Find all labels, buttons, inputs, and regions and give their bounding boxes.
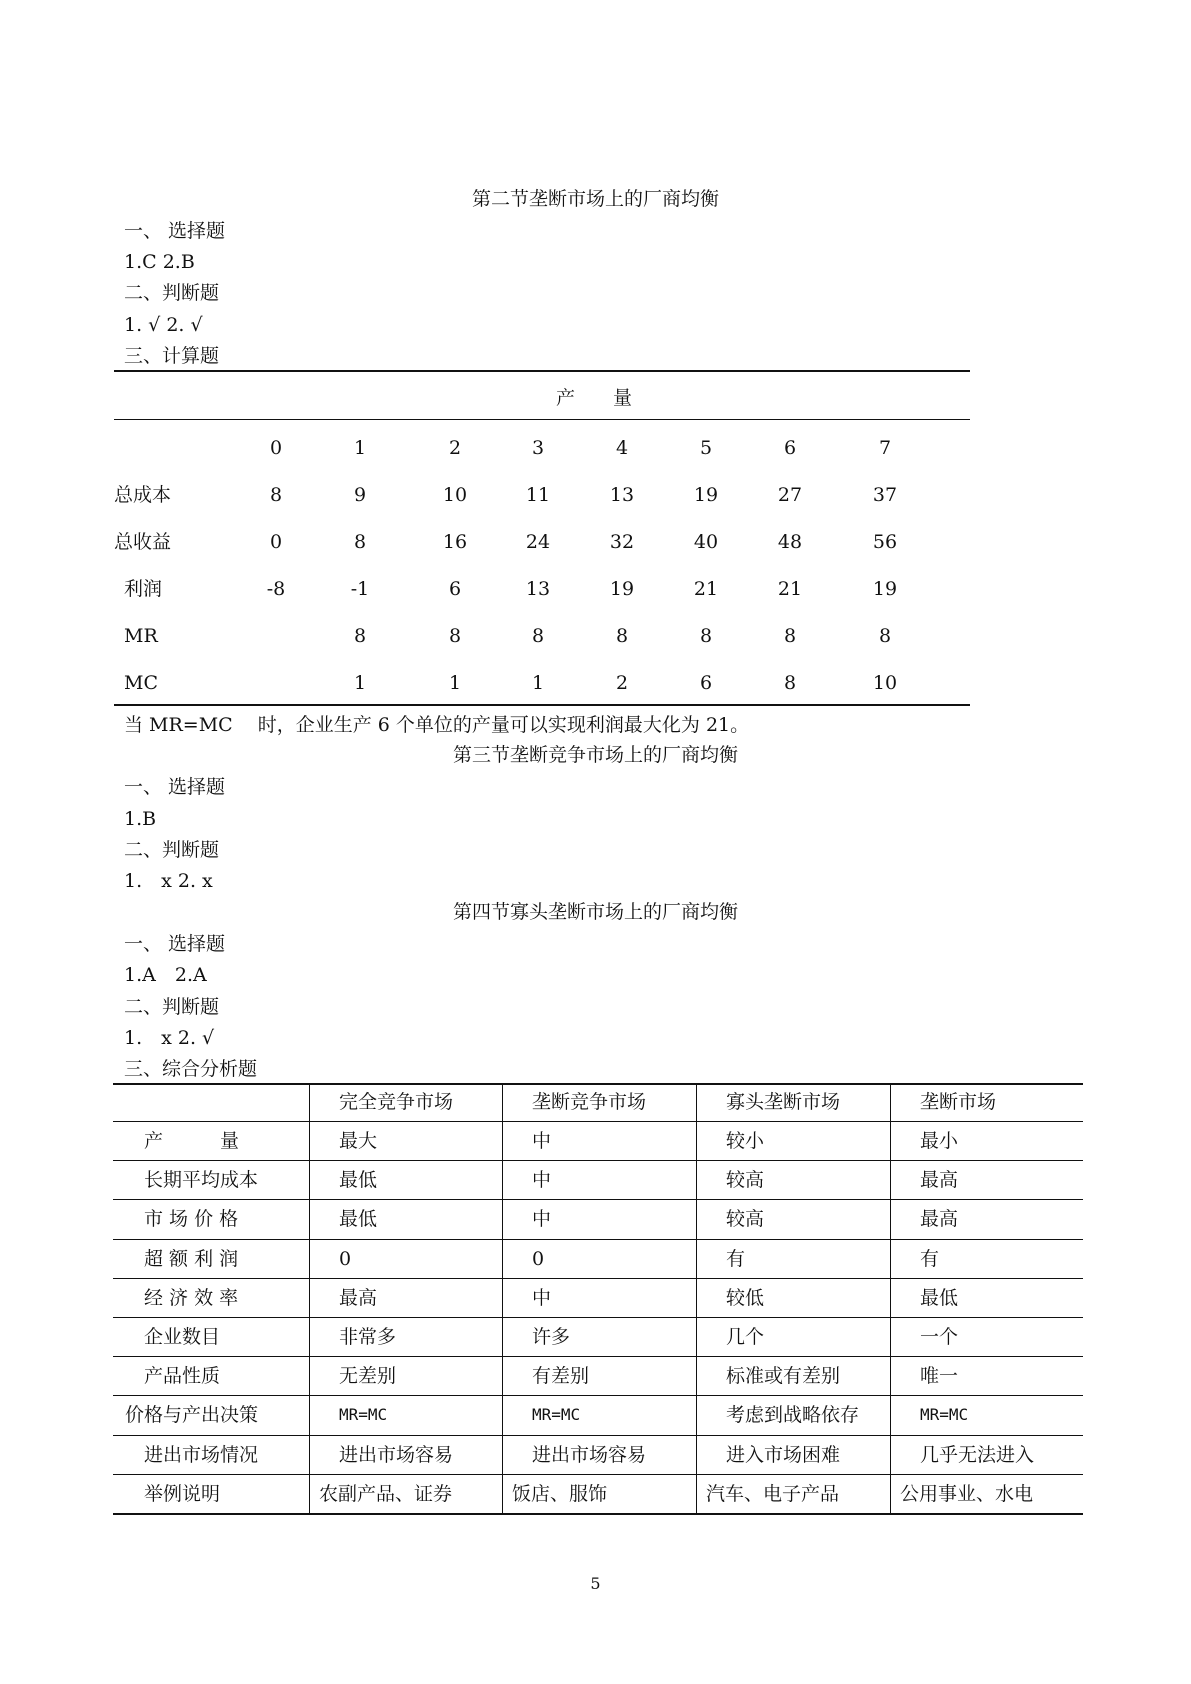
calc-value-cell: 21	[693, 578, 719, 600]
calc-value-cell: -1	[350, 578, 370, 600]
calc-value-cell: 24	[525, 531, 551, 553]
section2-title: 第二节垄断市场上的厂商均衡	[471, 188, 719, 210]
cmp-value-cell: 0	[339, 1247, 352, 1270]
cmp-table-row-rule	[113, 1199, 1083, 1200]
cmp-table-bottom-rule	[113, 1513, 1083, 1515]
cmp-value-cell: 中	[532, 1130, 552, 1152]
calc-value-cell: 8	[878, 625, 892, 647]
calc-row-label: MC	[124, 672, 158, 694]
cmp-value-cell: 农副产品、证券	[319, 1482, 453, 1505]
cmp-value-cell: 进出市场容易	[339, 1443, 454, 1466]
cmp-row-label: 企业数目	[144, 1326, 221, 1348]
calc-table-header: 产 量	[555, 387, 632, 409]
output-header-cell: 2	[448, 437, 462, 459]
section2-tf-answers: 1. √ 2. √	[124, 314, 203, 336]
calc-value-cell: 40	[693, 531, 719, 553]
cmp-row-label: 长期平均成本	[144, 1169, 259, 1192]
cmp-value-cell: MR=MC	[920, 1405, 969, 1425]
cmp-value-cell: 进出市场容易	[532, 1443, 647, 1466]
calc-value-cell: 37	[872, 484, 898, 506]
cmp-value-cell: 几乎无法进入	[920, 1443, 1035, 1466]
calc-value-cell: 8	[269, 484, 283, 506]
calc-value-cell: 8	[783, 625, 797, 647]
calc-table-top-rule	[114, 370, 970, 372]
calc-value-cell: 48	[777, 531, 803, 553]
cmp-column-header: 垄断市场	[920, 1091, 997, 1113]
cmp-value-cell: 最高	[920, 1169, 959, 1192]
section4-tf-answers: 1. x 2. √	[124, 1027, 215, 1049]
calc-value-cell: 8	[448, 625, 462, 647]
calc-value-cell: 1	[448, 672, 462, 694]
calc-value-cell: 6	[699, 672, 713, 694]
calc-value-cell: -8	[266, 578, 286, 600]
cmp-row-label: 超 额 利 润	[144, 1247, 239, 1270]
cmp-row-label: 经 济 效 率	[144, 1286, 239, 1309]
cmp-value-cell: 较高	[726, 1169, 765, 1192]
cmp-table-row-rule	[113, 1317, 1083, 1318]
calc-value-cell: 1	[531, 672, 545, 694]
cmp-value-cell: 最高	[920, 1208, 959, 1231]
calc-value-cell: 56	[872, 531, 898, 553]
cmp-value-cell: 有	[726, 1247, 746, 1270]
section4-title: 第四节寡头垄断市场上的厂商均衡	[452, 901, 738, 923]
cmp-value-cell: 最小	[920, 1130, 959, 1152]
cmp-value-cell: 最低	[920, 1286, 959, 1309]
calc-value-cell: 13	[525, 578, 551, 600]
section4-tf-heading: 二、判断题	[124, 996, 220, 1018]
section2-mc-answers: 1.C 2.B	[124, 251, 195, 273]
cmp-table-row-rule	[113, 1474, 1083, 1475]
cmp-table-column-rule	[696, 1083, 697, 1513]
calc-value-cell: 2	[615, 672, 629, 694]
calc-value-cell: 0	[269, 531, 283, 553]
cmp-row-label: 产品性质	[144, 1365, 221, 1388]
calc-value-cell: 13	[609, 484, 635, 506]
cmp-row-label: 市 场 价 格	[144, 1208, 239, 1231]
cmp-value-cell: 最大	[339, 1130, 378, 1152]
cmp-value-cell: 无差别	[339, 1365, 397, 1388]
cmp-value-cell: 唯一	[920, 1365, 959, 1388]
calc-value-cell: 1	[353, 672, 367, 694]
cmp-table-top-rule	[113, 1083, 1083, 1085]
cmp-value-cell: 最低	[339, 1169, 378, 1192]
output-header-cell: 0	[269, 437, 283, 459]
cmp-table-row-rule	[113, 1239, 1083, 1240]
section3-tf-answers: 1. x 2. x	[124, 870, 213, 892]
cmp-table-row-rule	[113, 1356, 1083, 1357]
cmp-value-cell: 非常多	[339, 1326, 397, 1348]
cmp-value-cell: 标准或有差别	[726, 1365, 841, 1388]
calc-value-cell: 9	[353, 484, 367, 506]
section2-calc-heading: 三、计算题	[124, 345, 220, 367]
cmp-value-cell: 最低	[339, 1208, 378, 1231]
calc-value-cell: 6	[448, 578, 462, 600]
cmp-row-label: 价格与产出决策	[125, 1404, 259, 1427]
section2-tf-heading: 二、判断题	[124, 282, 220, 304]
cmp-value-cell: 几个	[726, 1326, 765, 1348]
section4-mc-answers: 1.A 2.A	[124, 964, 207, 986]
calc-table-header-rule	[114, 419, 970, 420]
cmp-value-cell: 汽车、电子产品	[706, 1482, 840, 1505]
calc-value-cell: 10	[872, 672, 898, 694]
calc-value-cell: 27	[777, 484, 803, 506]
cmp-table-row-rule	[113, 1278, 1083, 1279]
section3-mc-heading: 一、 选择题	[124, 776, 226, 798]
cmp-value-cell: 许多	[532, 1326, 571, 1348]
calc-value-cell: 8	[353, 531, 367, 553]
output-header-cell: 5	[699, 437, 713, 459]
cmp-table-header-rule	[113, 1121, 1083, 1122]
cmp-table-row-rule	[113, 1160, 1083, 1161]
cmp-table-column-rule	[502, 1083, 503, 1513]
calc-row-label: 总收益	[114, 531, 172, 553]
calc-row-label: 总成本	[114, 484, 172, 506]
cmp-column-header: 完全竞争市场	[339, 1091, 454, 1113]
calc-value-cell: 19	[693, 484, 719, 506]
cmp-value-cell: 考虑到战略依存	[726, 1404, 860, 1427]
cmp-value-cell: 最高	[339, 1286, 378, 1309]
calc-value-cell: 8	[699, 625, 713, 647]
section2-conclusion: 当 MR=MC 时，企业生产 6 个单位的产量可以实现利润最大化为 21。	[124, 714, 750, 736]
cmp-value-cell: 中	[532, 1208, 552, 1231]
calc-value-cell: 32	[609, 531, 635, 553]
cmp-value-cell: 中	[532, 1286, 552, 1309]
cmp-value-cell: 公用事业、水电	[900, 1482, 1034, 1505]
cmp-value-cell: 较高	[726, 1208, 765, 1231]
section2-mc-heading: 一、 选择题	[124, 220, 226, 242]
calc-value-cell: 21	[777, 578, 803, 600]
cmp-table-column-rule	[309, 1083, 310, 1513]
cmp-value-cell: 饭店、服饰	[512, 1482, 608, 1505]
output-header-cell: 6	[783, 437, 797, 459]
section3-mc-answers: 1.B	[124, 808, 157, 830]
calc-row-label: 利润	[124, 578, 163, 600]
calc-value-cell: 8	[783, 672, 797, 694]
cmp-value-cell: 0	[532, 1247, 545, 1270]
calc-value-cell: 8	[353, 625, 367, 647]
calc-table-bottom-rule	[114, 704, 970, 706]
calc-value-cell: 8	[615, 625, 629, 647]
section3-tf-heading: 二、判断题	[124, 839, 220, 861]
cmp-row-label: 产 量	[144, 1130, 240, 1152]
cmp-value-cell: MR=MC	[532, 1405, 581, 1425]
cmp-row-label: 举例说明	[144, 1482, 221, 1505]
cmp-value-cell: 较低	[726, 1286, 765, 1309]
section4-mc-heading: 一、 选择题	[124, 933, 226, 955]
cmp-table-row-rule	[113, 1395, 1083, 1396]
cmp-row-label: 进出市场情况	[144, 1443, 259, 1466]
section4-analysis-heading: 三、综合分析题	[124, 1058, 258, 1080]
output-header-cell: 4	[615, 437, 629, 459]
page-number: 5	[590, 1574, 601, 1593]
output-header-cell: 1	[353, 437, 367, 459]
calc-value-cell: 10	[442, 484, 468, 506]
calc-value-cell: 8	[531, 625, 545, 647]
calc-value-cell: 16	[442, 531, 468, 553]
calc-value-cell: 19	[872, 578, 898, 600]
cmp-table-column-rule	[890, 1083, 891, 1513]
cmp-value-cell: 进入市场困难	[726, 1443, 841, 1466]
cmp-table-row-rule	[113, 1435, 1083, 1436]
cmp-value-cell: 一个	[920, 1326, 959, 1348]
section3-title: 第三节垄断竞争市场上的厂商均衡	[452, 744, 738, 766]
calc-value-cell: 19	[609, 578, 635, 600]
cmp-value-cell: 有	[920, 1247, 940, 1270]
output-header-cell: 7	[878, 437, 892, 459]
cmp-value-cell: MR=MC	[339, 1405, 388, 1425]
cmp-column-header: 垄断竞争市场	[532, 1091, 647, 1113]
cmp-value-cell: 中	[532, 1169, 552, 1192]
calc-value-cell: 11	[525, 484, 551, 506]
calc-row-label: MR	[124, 625, 158, 647]
cmp-value-cell: 较小	[726, 1130, 765, 1152]
cmp-column-header: 寡头垄断市场	[726, 1091, 841, 1113]
output-header-cell: 3	[531, 437, 545, 459]
cmp-value-cell: 有差别	[532, 1365, 590, 1388]
